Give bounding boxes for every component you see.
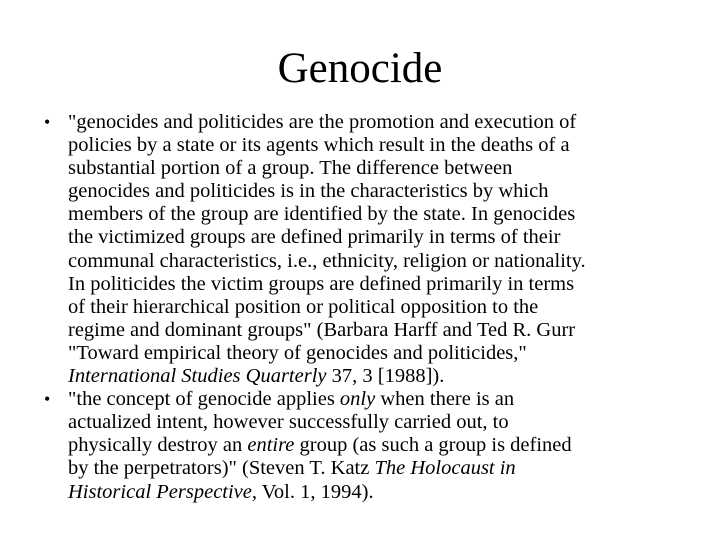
bullet-line	[68, 411, 700, 434]
text-segment: of their hierarchical position or political opposition to the	[68, 295, 539, 318]
bullet-line	[68, 342, 700, 365]
bullet-line	[68, 273, 700, 296]
italic-text: International Studies Quarterly	[68, 365, 327, 388]
text-segment: communal characteristics, i.e., ethnicity, religion or nationality.	[68, 249, 586, 272]
text-segment: "the concept of genocide applies	[68, 388, 340, 411]
text-segment: by the perpetrators)" (Steven T. Katz	[68, 457, 375, 480]
italic-text: entire	[247, 434, 295, 457]
text-segment: "Toward empirical theory of genocides and politicides,"	[68, 341, 527, 364]
bullet-line	[68, 111, 700, 134]
bullet-line	[68, 226, 700, 249]
text-segment: In politicides the victim groups are defined primarily in terms	[68, 272, 575, 295]
bullet-item	[40, 388, 700, 503]
text-segment: members of the group are identified by the state. In genocides	[68, 203, 576, 226]
bullet-line	[68, 481, 700, 504]
italic-text: only	[339, 388, 376, 411]
bullet-list	[40, 111, 700, 504]
bullet-line	[68, 134, 700, 157]
bullet-line	[68, 365, 700, 388]
italic-text: The Holocaust in	[374, 457, 516, 480]
bullet-item	[40, 111, 700, 388]
text-segment: the victimized groups are defined primarily in terms of their	[68, 226, 561, 249]
text-segment: actualized intent, however successfully carried out, to	[68, 411, 509, 434]
text-segment: "genocides and politicides are the promotion and execution of	[68, 111, 577, 133]
text-segment: when there is an	[375, 388, 515, 411]
text-segment: 37, 3 [1988]).	[326, 365, 445, 388]
bullet-line	[68, 203, 700, 226]
text-segment: substantial portion of a group. The difference between	[68, 157, 513, 180]
bullet-line	[68, 157, 700, 180]
italic-text: Historical Perspective	[68, 480, 252, 503]
text-segment: genocides and politicides is in the characteristics by which	[68, 180, 549, 203]
bullet-dot-icon: •	[44, 389, 51, 410]
text-segment: physically destroy an	[68, 434, 248, 457]
bullet-line	[68, 319, 700, 342]
text-segment: group (as such a group is defined	[294, 434, 572, 457]
bullet-dot-icon: •	[44, 112, 51, 132]
bullet-line	[68, 434, 700, 457]
bullet-line	[68, 250, 700, 273]
bullet-line	[68, 457, 700, 480]
text-segment: policies by a state or its agents which result in the deaths of a	[68, 134, 570, 157]
bullet-line	[68, 180, 700, 203]
text-segment: , Vol. 1, 1994).	[251, 480, 374, 503]
bullet-line	[68, 388, 700, 411]
text-segment: regime and dominant groups" (Barbara Harff and Ted R. Gurr	[68, 318, 576, 341]
bullet-line	[68, 296, 700, 319]
slide-title: Genocide	[277, 45, 443, 92]
